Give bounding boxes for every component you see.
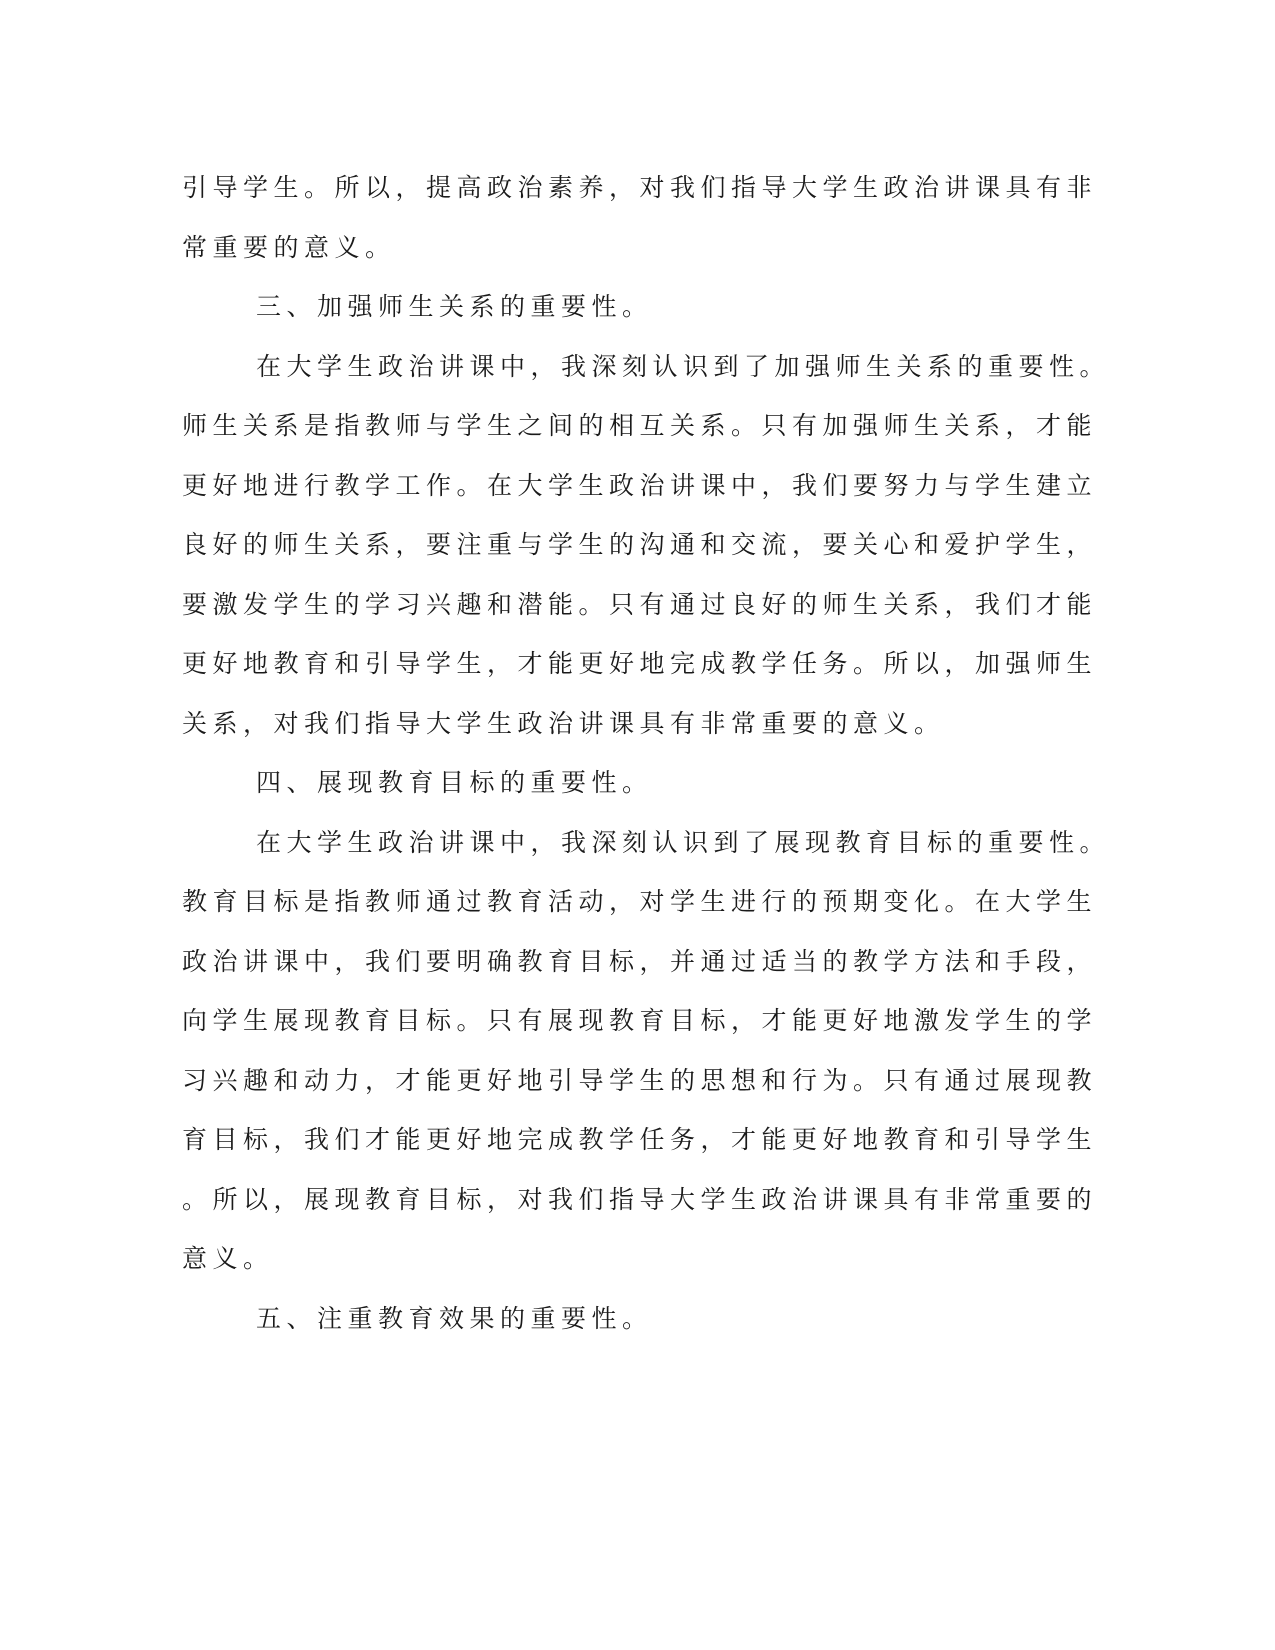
paragraph-line-indented: 在大学生政治讲课中，我深刻认识到了加强师生关系的重要性。 bbox=[256, 351, 1111, 381]
paragraph-line: 要激发学生的学习兴趣和潜能。只有通过良好的师生关系，我们才能 bbox=[182, 589, 1098, 619]
paragraph-line: 引导学生。所以，提高政治素养，对我们指导大学生政治讲课具有非 bbox=[182, 173, 1098, 202]
paragraph-line: 向学生展现教育目标。只有展现教育目标，才能更好地激发学生的学 bbox=[182, 1006, 1098, 1035]
paragraph-line: 常重要的意义。 bbox=[182, 232, 396, 262]
paragraph-line: 更好地进行教学工作。在大学生政治讲课中，我们要努力与学生建立 bbox=[182, 470, 1098, 500]
paragraph-line: 政治讲课中，我们要明确教育目标，并通过适当的教学方法和手段， bbox=[182, 946, 1098, 976]
paragraph-line: 习兴趣和动力，才能更好地引导学生的思想和行为。只有通过展现教 bbox=[182, 1065, 1098, 1095]
document-body bbox=[182, 158, 1111, 1348]
paragraph-line: 更好地教育和引导学生，才能更好地完成教学任务。所以，加强师生 bbox=[182, 649, 1098, 678]
paragraph-line-indented: 四、展现教育目标的重要性。 bbox=[256, 768, 653, 797]
paragraph-line: 意义。 bbox=[182, 1244, 274, 1273]
paragraph-line: 育目标，我们才能更好地完成教学任务，才能更好地教育和引导学生 bbox=[182, 1125, 1098, 1154]
paragraph-line: 良好的师生关系，要注重与学生的沟通和交流，要关心和爱护学生， bbox=[182, 530, 1098, 559]
paragraph-line: 师生关系是指教师与学生之间的相互关系。只有加强师生关系，才能 bbox=[182, 411, 1098, 440]
paragraph-line: 。所以，展现教育目标，对我们指导大学生政治讲课具有非常重要的 bbox=[182, 1184, 1098, 1214]
paragraph-line-indented: 在大学生政治讲课中，我深刻认识到了展现教育目标的重要性。 bbox=[256, 827, 1111, 857]
paragraph-line: 教育目标是指教师通过教育活动，对学生进行的预期变化。在大学生 bbox=[182, 887, 1098, 916]
paragraph-line-indented: 五、注重教育效果的重要性。 bbox=[256, 1303, 653, 1333]
paragraph-line-indented: 三、加强师生关系的重要性。 bbox=[256, 292, 653, 321]
paragraph-line: 关系，对我们指导大学生政治讲课具有非常重要的意义。 bbox=[182, 708, 945, 738]
